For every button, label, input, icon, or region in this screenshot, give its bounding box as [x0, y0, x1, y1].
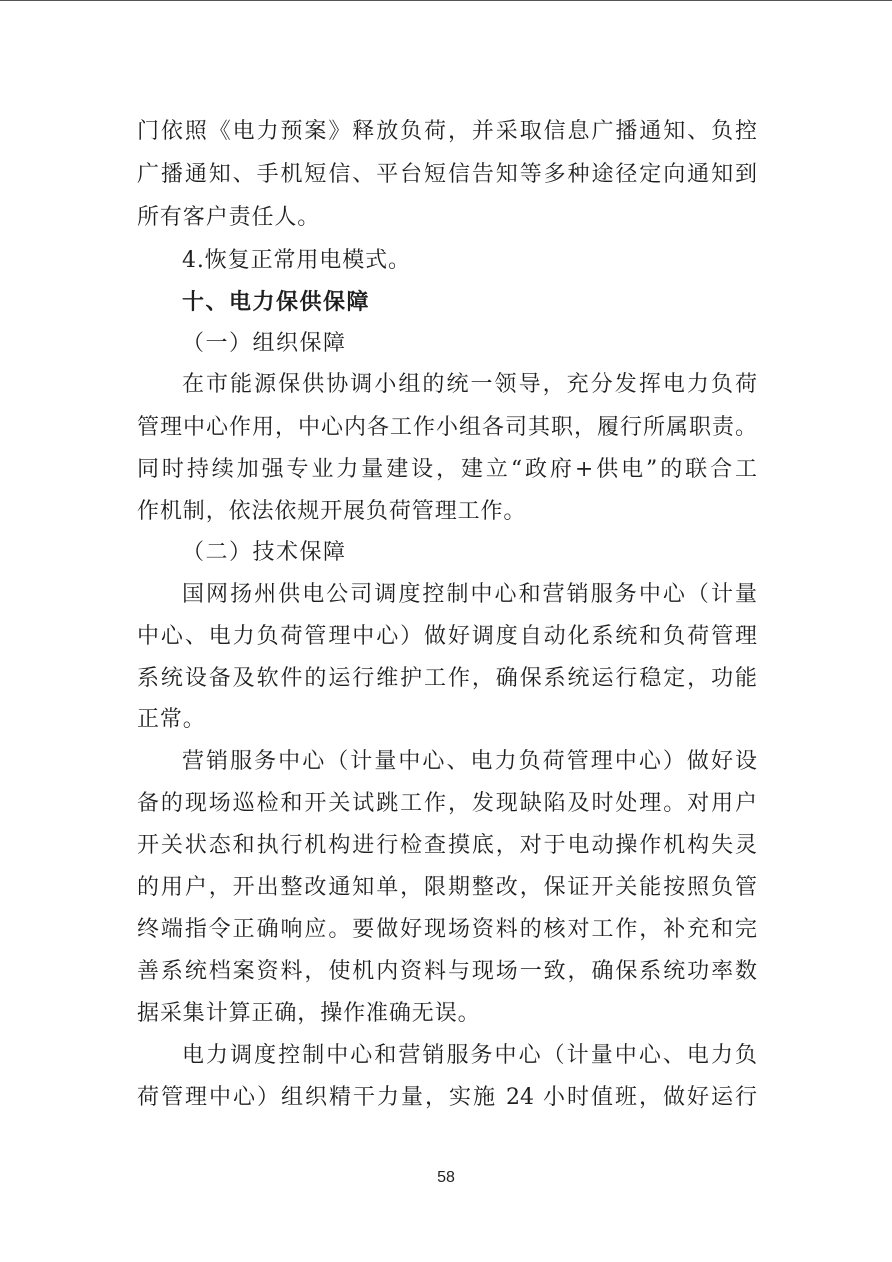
paragraph-line-14: 系统设备及软件的运行维护工作，确保系统运行稳定，功能: [137, 666, 757, 691]
subsection-heading-2: （二）技术保障: [182, 540, 347, 565]
paragraph-line-9: 同时持续加强专业力量建设，建立“政府+供电”的联合工: [137, 457, 757, 482]
paragraph-line-23: 电力调度控制中心和营销服务中心（计量中心、电力负: [182, 1043, 757, 1068]
paragraph-line-1: 门依照《电力预案》释放负荷，并采取信息广播通知、负控: [137, 119, 757, 144]
paragraph-line-21: 善系统档案资料，使机内资料与现场一致，确保系统功率数: [137, 959, 757, 984]
subsection-heading-1: （一）组织保障: [182, 331, 347, 356]
page-number: 58: [437, 1169, 455, 1186]
paragraph-line-8: 管理中心作用，中心内各工作小组各司其职，履行所属职责。: [137, 415, 757, 440]
paragraph-line-20: 终端指令正确响应。要做好现场资料的核对工作，补充和完: [137, 917, 757, 942]
paragraph-line-2: 广播通知、手机短信、平台短信告知等多种途径定向通知到: [137, 162, 757, 187]
paragraph-line-15: 正常。: [137, 707, 206, 732]
paragraph-line-7: 在市能源保供协调小组的统一领导，充分发挥电力负荷: [182, 372, 757, 397]
paragraph-line-3: 所有客户责任人。: [137, 205, 321, 230]
paragraph-line-16: 营销服务中心（计量中心、电力负荷管理中心）做好设: [182, 749, 757, 774]
paragraph-line-17: 备的现场巡检和开关试跳工作，发现缺陷及时处理。对用户: [137, 791, 757, 816]
paragraph-line-18: 开关状态和执行机构进行检查摸底，对于电动操作机构失灵: [137, 833, 757, 858]
paragraph-line-13: 中心、电力负荷管理中心）做好调度自动化系统和负荷管理: [137, 624, 757, 649]
paragraph-line-19: 的用户，开出整改通知单，限期整改，保证开关能按照负管: [137, 875, 757, 900]
paragraph-line-24: 荷管理中心）组织精干力量，实施 24 小时值班，做好运行: [137, 1085, 757, 1110]
paragraph-line-12: 国网扬州供电公司调度控制中心和营销服务中心（计量: [182, 582, 757, 607]
paragraph-line-22: 据采集计算正确，操作准确无误。: [137, 1001, 481, 1026]
paragraph-line-10: 作机制，依法依规开展负荷管理工作。: [137, 499, 527, 524]
section-heading-10: 十、电力保供保障: [182, 289, 371, 315]
step-4-text: 4.恢复正常用电模式。: [182, 248, 411, 273]
